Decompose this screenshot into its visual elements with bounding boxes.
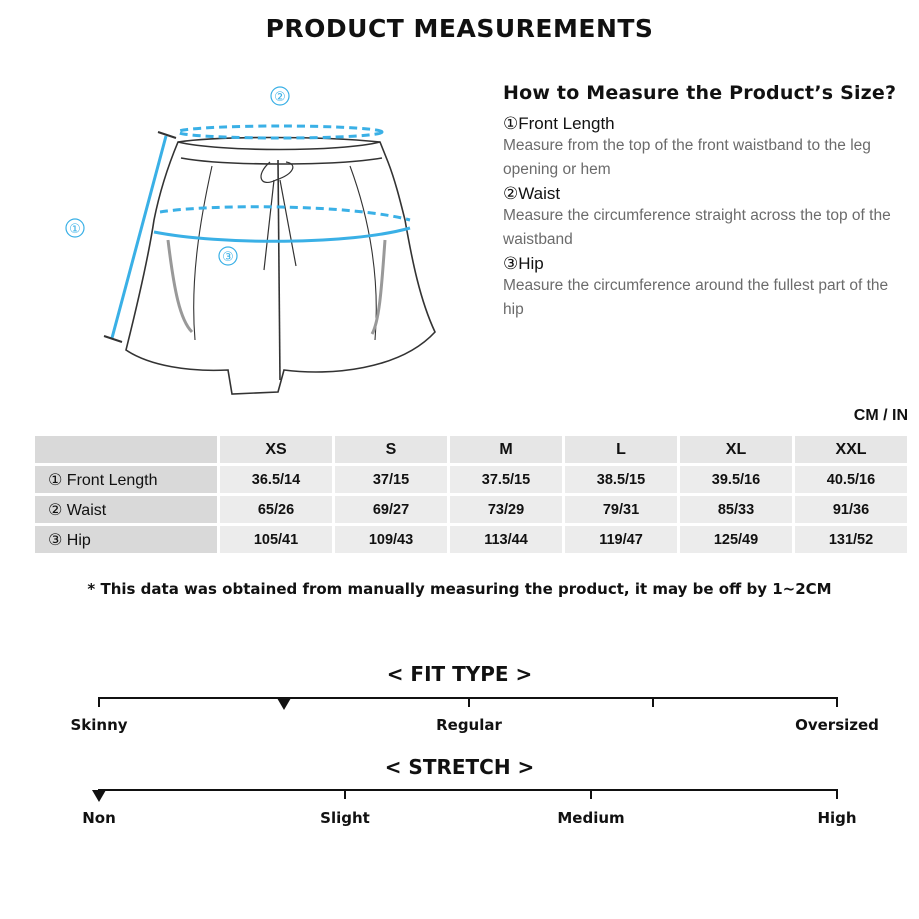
fit-type-label-regular: Regular bbox=[436, 716, 502, 734]
stretch-tick bbox=[344, 789, 346, 799]
stretch-label-non: Non bbox=[82, 809, 116, 827]
waist-desc: Measure the circumference straight across the top of the waistband bbox=[503, 207, 891, 248]
table-cell: 131/52 bbox=[795, 526, 907, 553]
table-cell: 119/47 bbox=[565, 526, 677, 553]
table-cell: 39.5/16 bbox=[680, 466, 792, 493]
measurement-note: * This data was obtained from manually measuring the product, it may be off by 1~2CM bbox=[87, 580, 832, 598]
table-cell: 36.5/14 bbox=[220, 466, 332, 493]
size-header-corner bbox=[35, 436, 217, 463]
stretch-label-slight: Slight bbox=[320, 809, 370, 827]
table-cell: 125/49 bbox=[680, 526, 792, 553]
marker-label-1: ① bbox=[69, 222, 81, 237]
fit-type-title: < FIT TYPE > bbox=[386, 662, 533, 686]
size-header-row bbox=[35, 436, 907, 463]
marker-label-3: ③ bbox=[222, 250, 234, 265]
stretch-scale-line bbox=[98, 789, 838, 791]
size-header: XS bbox=[220, 436, 332, 463]
unit-label: CM / IN bbox=[853, 407, 908, 424]
table-cell: 37.5/15 bbox=[450, 466, 562, 493]
table-cell: 37/15 bbox=[335, 466, 447, 493]
fit-type-tick bbox=[652, 697, 654, 707]
row-label: ① Front Length bbox=[35, 466, 217, 493]
size-table bbox=[32, 433, 910, 556]
table-cell: 73/29 bbox=[450, 496, 562, 523]
waist-measure-line bbox=[178, 126, 382, 138]
fit-type-tick bbox=[98, 697, 100, 707]
fit-type-marker bbox=[277, 698, 291, 710]
size-header: L bbox=[565, 436, 677, 463]
table-cell: 40.5/16 bbox=[795, 466, 907, 493]
hip-desc: Measure the circumference around the fullest part of the hip bbox=[503, 277, 889, 318]
fit-type-tick bbox=[468, 697, 470, 707]
stretch-tick bbox=[590, 789, 592, 799]
front-length-title: ①Front Length bbox=[503, 114, 615, 133]
front-length-desc: Measure from the top of the front waistband to the leg opening or hem bbox=[503, 137, 871, 178]
table-cell: 85/33 bbox=[680, 496, 792, 523]
size-header: XXL bbox=[795, 436, 907, 463]
table-cell: 91/36 bbox=[795, 496, 907, 523]
table-cell: 65/26 bbox=[220, 496, 332, 523]
how-to-heading: How to Measure the Product’s Size? bbox=[503, 82, 897, 104]
stretch-label-high: High bbox=[817, 809, 857, 827]
shorts-outline bbox=[126, 138, 435, 395]
waist-title: ②Waist bbox=[503, 184, 561, 203]
row-label: ② Waist bbox=[35, 496, 217, 523]
stretch-title: < STRETCH > bbox=[384, 755, 535, 779]
fit-type-label-skinny: Skinny bbox=[70, 716, 128, 734]
page-title: PRODUCT MEASUREMENTS bbox=[265, 14, 654, 43]
marker-label-2: ② bbox=[274, 90, 286, 105]
table-cell: 105/41 bbox=[220, 526, 332, 553]
stretch-label-medium: Medium bbox=[557, 809, 625, 827]
stretch-marker bbox=[92, 790, 106, 802]
table-cell: 69/27 bbox=[335, 496, 447, 523]
size-header: M bbox=[450, 436, 562, 463]
table-row bbox=[35, 496, 907, 523]
hip-title: ③Hip bbox=[503, 254, 544, 273]
fit-type-tick bbox=[836, 697, 838, 707]
size-header: XL bbox=[680, 436, 792, 463]
table-cell: 113/44 bbox=[450, 526, 562, 553]
how-to-measure bbox=[503, 82, 903, 324]
size-header: S bbox=[335, 436, 447, 463]
shorts-diagram bbox=[50, 80, 470, 410]
table-cell: 38.5/15 bbox=[565, 466, 677, 493]
stretch-tick bbox=[836, 789, 838, 799]
row-label: ③ Hip bbox=[35, 526, 217, 553]
table-cell: 109/43 bbox=[335, 526, 447, 553]
table-row bbox=[35, 526, 907, 553]
fit-type-label-oversized: Oversized bbox=[795, 716, 879, 734]
table-row bbox=[35, 466, 907, 493]
table-cell: 79/31 bbox=[565, 496, 677, 523]
